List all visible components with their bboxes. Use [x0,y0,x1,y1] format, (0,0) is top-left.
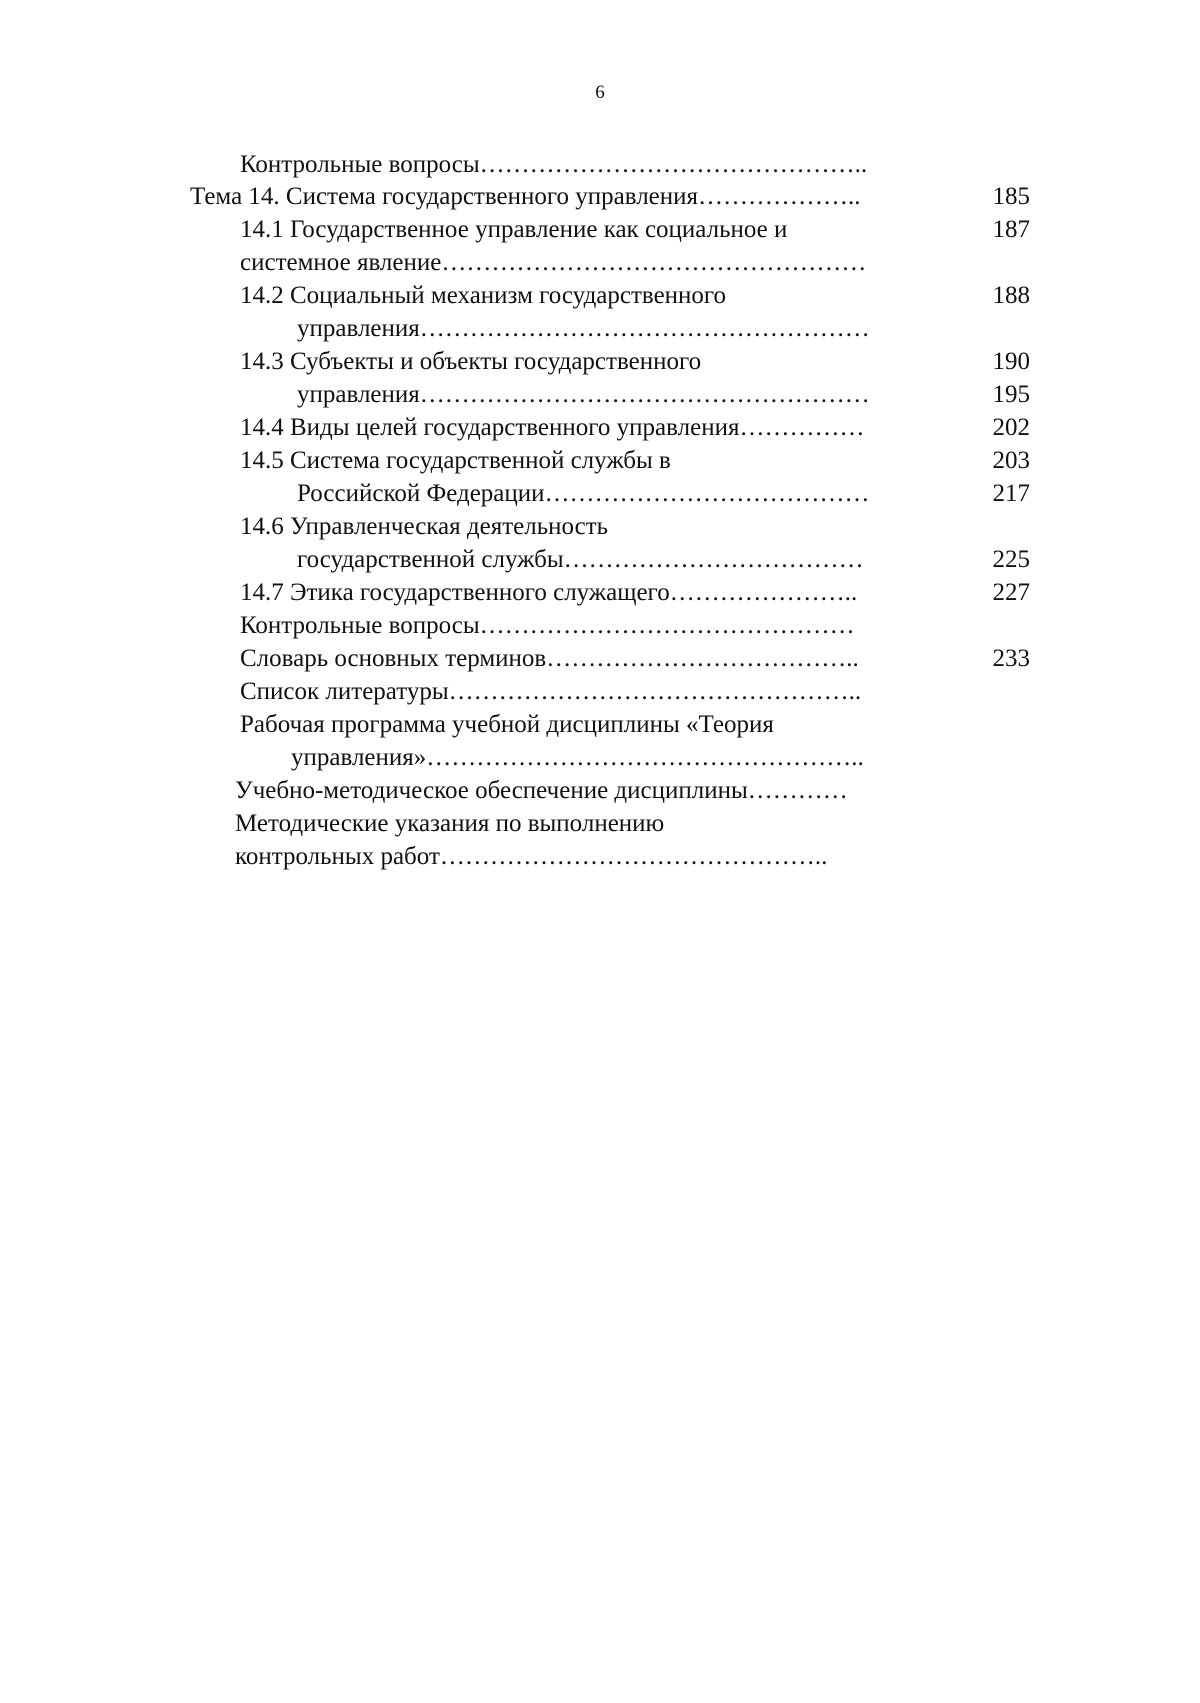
toc-page-number: 203 [992,447,1030,474]
toc-page-number: 185 [992,183,1030,210]
page-number: 6 [595,82,605,103]
toc-line-work-program-cont: управления»…………………………………………….. [291,744,864,771]
toc-line-14-3: 14.3 Субъекты и объекты государственного [240,348,702,375]
toc-page-number: 195 [992,381,1030,408]
toc-line-14-6: 14.6 Управленческая деятельность [240,513,609,540]
toc-line-14-5-cont: Российской Федерации………………………………… [297,480,870,507]
toc-page-number: 227 [992,579,1030,606]
toc-line-14-3-cont: управления……………………………………………… [297,381,870,408]
toc-line-guidelines-cont: контрольных работ……………………………………….. [235,843,828,870]
toc-page-number: 202 [992,414,1030,441]
toc-line-methodological-support: Учебно-методическое обеспечение дисциплины………… [235,777,848,804]
toc-page-number: 233 [992,645,1030,672]
toc-line-control-questions-2: Контрольные вопросы……………………………………… [240,612,855,639]
toc-page-number: 187 [992,216,1030,243]
toc-page-number: 190 [992,348,1030,375]
toc-page-number: 217 [992,480,1030,507]
toc-line-14-6-cont: государственной службы……………………………… [297,546,864,573]
toc-line-14-2-cont: управления……………………………………………… [297,315,870,342]
toc-line-14-7: 14.7 Этика государственного служащего………………….. [240,579,858,606]
toc-line-14-1-cont: системное явление…………………………………………… [240,249,867,276]
toc-line-work-program: Рабочая программа учебной дисциплины «Теория [240,711,774,738]
toc-page-number: 225 [992,546,1030,573]
toc-line-control-questions-1: Контрольные вопросы……………………………………….. [240,151,868,178]
toc-line-glossary: Словарь основных терминов……………………………….. [240,645,859,672]
toc-line-guidelines: Методические указания по выполнению [235,810,665,837]
toc-line-14-4: 14.4 Виды целей государственного управления…………… [240,414,865,441]
toc-line-14-1: 14.1 Государственное управление как социальное и [240,216,788,243]
toc-line-topic-14: Тема 14. Система государственного управления……………….. [190,183,861,210]
toc-line-14-5: 14.5 Система государственной службы в [240,447,671,474]
toc-line-references: Список литературы………………………………………….. [240,678,862,705]
toc-line-14-2: 14.2 Социальный механизм государственного [240,282,727,309]
toc-page-number: 188 [992,282,1030,309]
